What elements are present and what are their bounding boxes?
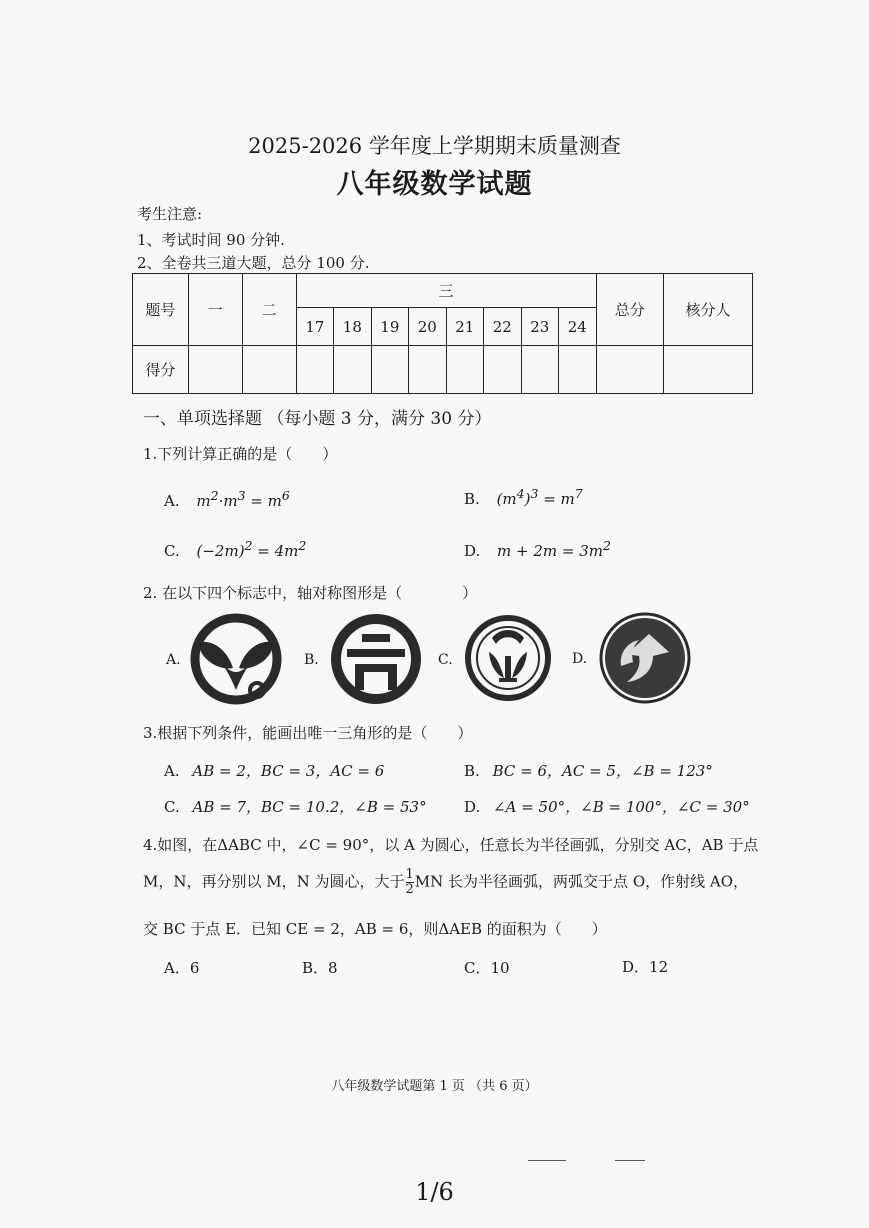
q4-option-c[interactable]: C．10 <box>464 959 510 977</box>
q2-option-b-label[interactable]: B. <box>304 652 319 668</box>
q1-b-expression: $(m^4)^3 = m^7$ <box>496 486 583 508</box>
row-label-question-number: 题号 <box>133 274 189 346</box>
q1-c-expression: $(-2m)^2 = 4m^2$ <box>196 538 307 560</box>
option-label: D. <box>464 542 481 560</box>
recycle-arrow-logo-icon <box>597 610 693 706</box>
q4-option-b[interactable]: B．8 <box>302 959 338 977</box>
col-checker: 核分人 <box>664 274 753 346</box>
scan-mark <box>528 1160 566 1161</box>
score-cell[interactable] <box>559 346 596 394</box>
exam-title: 八年级数学试题 <box>336 169 533 200</box>
score-cell[interactable] <box>296 346 333 394</box>
q4-stem-line-3: 交 BC 于点 E．已知 CE = 2，AB = 6，则ΔAEB 的面积为（ ） <box>143 920 607 938</box>
one-half-fraction: $\frac{1}{2}$ <box>405 867 414 897</box>
exam-subtitle: 2025-2026 学年度上学期期末质量测查 <box>248 134 621 158</box>
option-label: A. <box>164 492 180 510</box>
q4-option-a[interactable]: A．6 <box>164 959 200 977</box>
col-q20: 20 <box>409 308 446 346</box>
notes-heading: 考生注意: <box>137 205 203 223</box>
score-cell[interactable] <box>188 346 242 394</box>
q2-option-c-label[interactable]: C. <box>438 652 453 668</box>
q3-option-d[interactable] <box>464 796 750 817</box>
score-cell[interactable] <box>521 346 558 394</box>
note-item: 2、全卷共三道大题，总分 100 分. <box>137 254 370 272</box>
score-cell[interactable] <box>664 346 753 394</box>
q2-option-a-label[interactable]: A. <box>166 652 181 668</box>
q3-option-a[interactable] <box>164 760 384 781</box>
q4-stem-line-1: 4.如图，在ΔABC 中，∠C = 90°，以 A 为圆心，任意长为半径画弧，分别交 AC，AB 于点 <box>143 836 759 854</box>
score-table <box>132 273 753 394</box>
q2-option-d-label[interactable]: D. <box>572 651 588 667</box>
q1-option-c[interactable] <box>164 538 306 560</box>
person-plant-logo-icon <box>462 612 554 704</box>
gate-logo-icon <box>329 612 423 706</box>
q1-a-expression: $m^2\cdot m^3 = m^6$ <box>196 488 290 510</box>
score-cell[interactable] <box>446 346 483 394</box>
col-part-2: 二 <box>242 274 296 346</box>
note-item: 1、考试时间 90 分钟. <box>137 231 285 249</box>
option-label: B. <box>464 762 480 780</box>
scan-mark <box>615 1160 645 1161</box>
col-q17: 17 <box>296 308 333 346</box>
score-cell[interactable] <box>596 346 664 394</box>
q3-option-b[interactable] <box>464 760 713 781</box>
score-cell[interactable] <box>334 346 371 394</box>
col-total: 总分 <box>596 274 664 346</box>
col-part-3: 三 <box>296 274 596 308</box>
section-1-title: 一、单项选择题 （每小题 3 分，满分 30 分） <box>143 409 492 429</box>
col-q18: 18 <box>334 308 371 346</box>
q4-stem-line-2 <box>143 868 748 897</box>
score-cell[interactable] <box>371 346 408 394</box>
q4-line-2-part-2: MN 长为半径画弧，两弧交于点 O，作射线 AO， <box>414 872 749 891</box>
q3-d-condition: ∠A = 50°，∠B = 100°，∠C = 30° <box>493 798 750 816</box>
q1-option-b[interactable] <box>464 486 583 508</box>
col-q21: 21 <box>446 308 483 346</box>
score-cell[interactable] <box>242 346 296 394</box>
option-label: B. <box>464 490 480 508</box>
col-q19: 19 <box>371 308 408 346</box>
col-q23: 23 <box>521 308 558 346</box>
option-label: D. <box>464 798 481 816</box>
q1-option-d[interactable] <box>464 538 611 560</box>
col-q22: 22 <box>484 308 521 346</box>
q3-a-condition: AB = 2，BC = 3，AC = 6 <box>192 762 385 780</box>
option-label: A. <box>164 762 180 780</box>
q1-option-a[interactable] <box>164 488 290 510</box>
q2-stem: 2. 在以下四个标志中，轴对称图形是（ ） <box>143 584 478 602</box>
q1-stem: 1.下列计算正确的是（ ） <box>143 445 338 463</box>
row-label-score: 得分 <box>133 346 189 394</box>
col-part-1: 一 <box>188 274 242 346</box>
q4-line-2-part-1: M，N，再分别以 M，N 为圆心，大于 <box>143 872 405 891</box>
q3-c-condition: AB = 7，BC = 10.2，∠B = 53° <box>192 798 427 816</box>
page-number: 1/6 <box>415 1178 454 1206</box>
score-cell[interactable] <box>484 346 521 394</box>
q4-option-d[interactable]: D．12 <box>622 958 669 976</box>
option-label: C. <box>164 798 180 816</box>
q3-option-c[interactable] <box>164 796 427 817</box>
option-label: C. <box>164 542 180 560</box>
col-q24: 24 <box>559 308 596 346</box>
q1-d-expression: $m + 2m = 3m^2$ <box>497 538 611 560</box>
leaf-face-logo-icon <box>189 612 283 706</box>
q3-b-condition: BC = 6，AC = 5，∠B = 123° <box>492 762 713 780</box>
score-cell[interactable] <box>409 346 446 394</box>
page-footer: 八年级数学试题第 1 页 （共 6 页） <box>331 1079 538 1094</box>
q3-stem: 3.根据下列条件，能画出唯一三角形的是（ ） <box>143 724 473 742</box>
